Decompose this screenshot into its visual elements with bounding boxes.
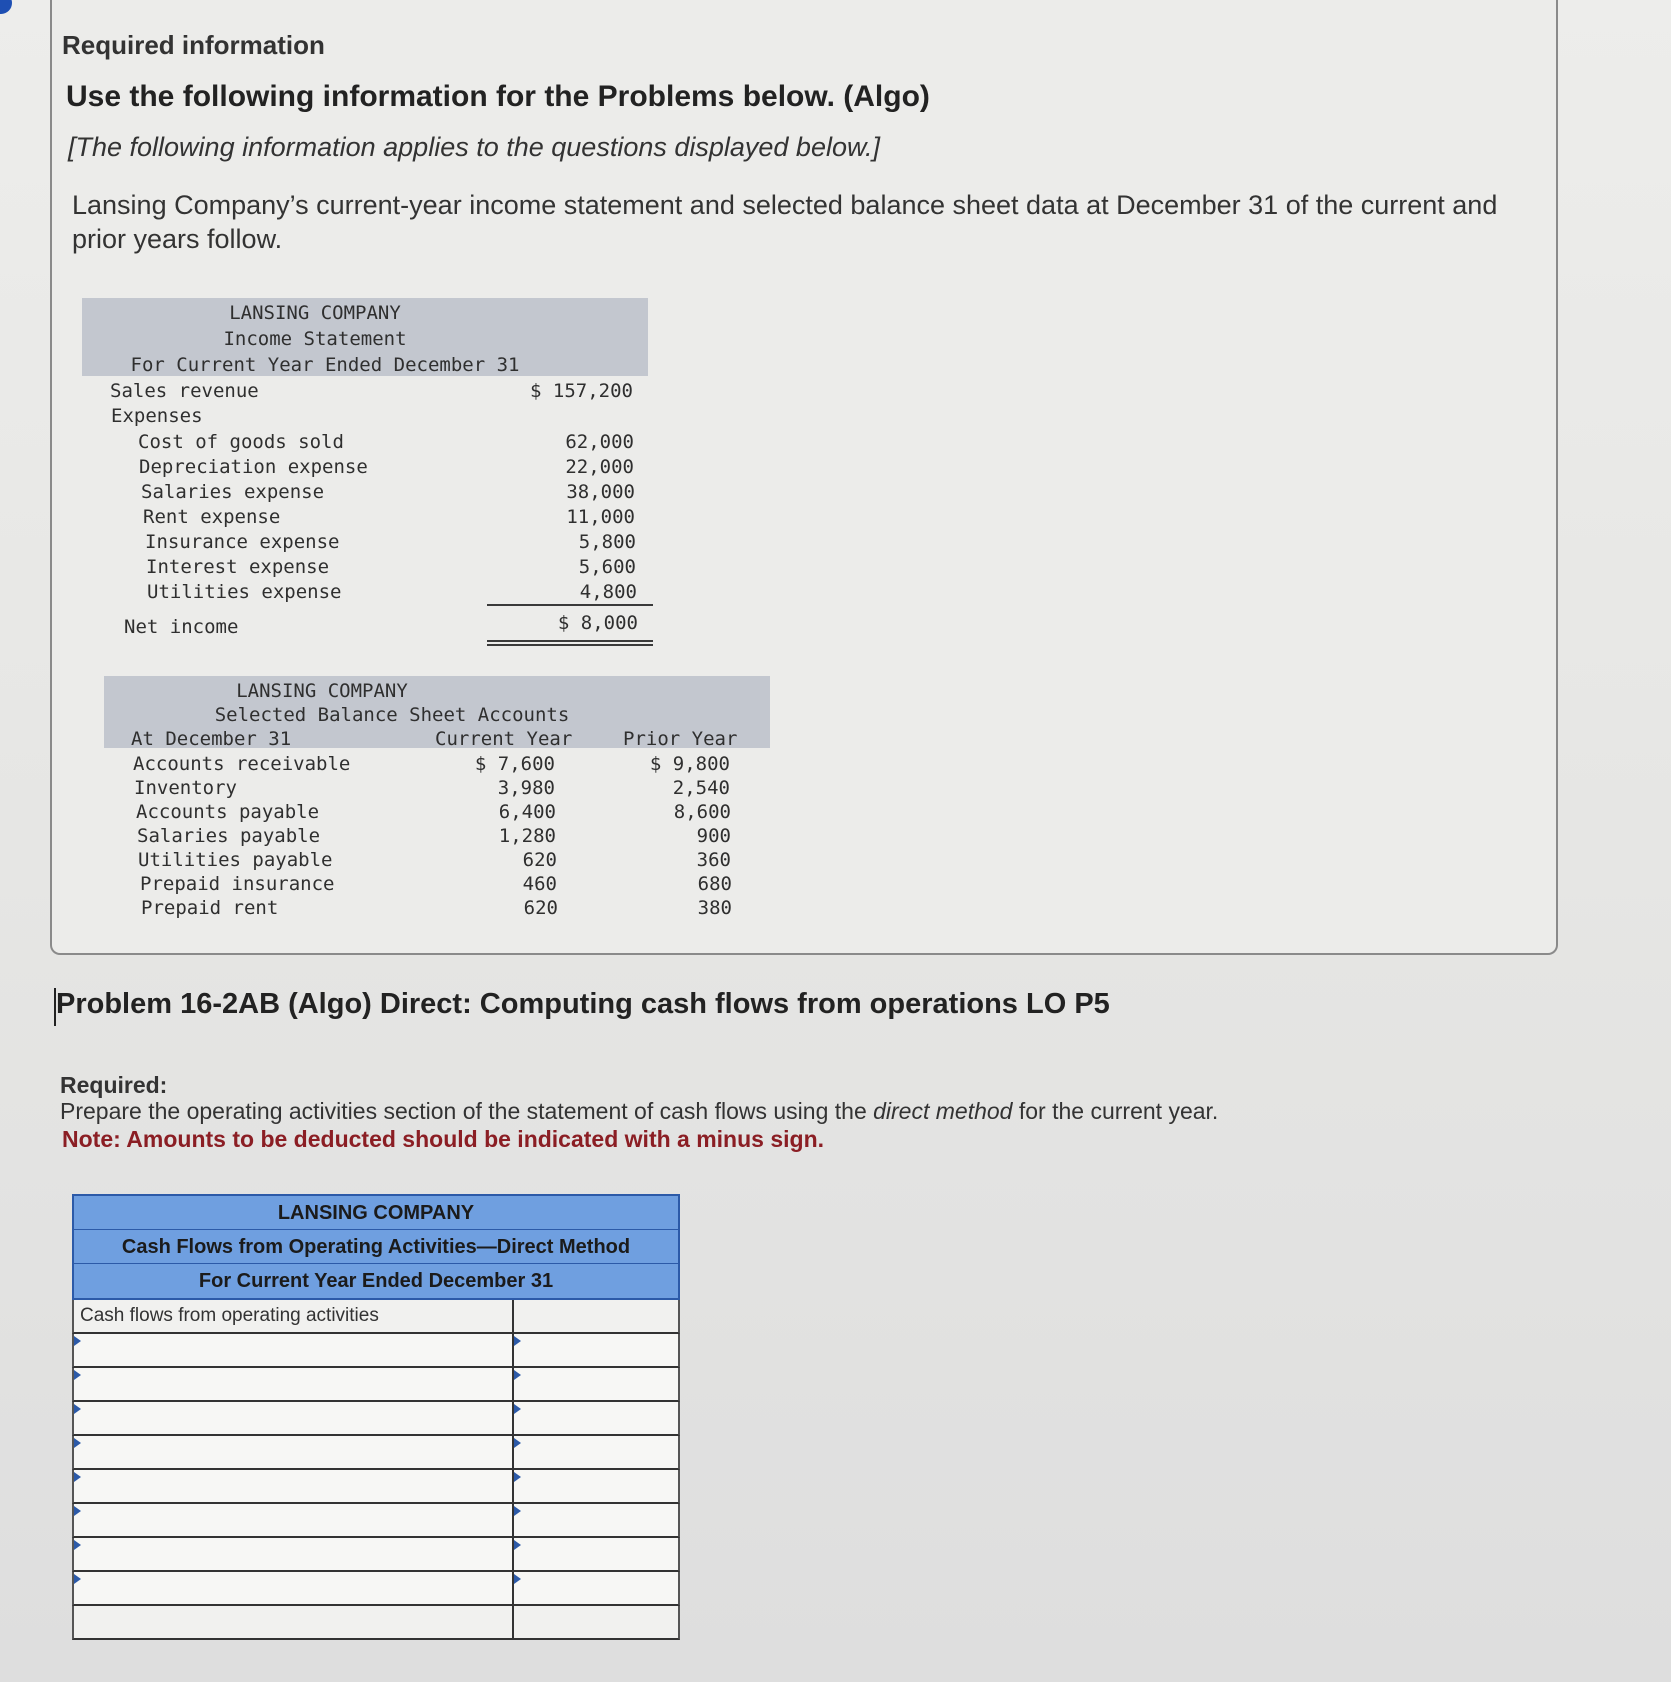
bs-title: Selected Balance Sheet Accounts xyxy=(214,704,570,726)
bs-row-current: 620 xyxy=(522,849,557,871)
cf-total-amount xyxy=(514,1606,678,1638)
required-information-heading: Required information xyxy=(62,30,325,60)
is-expense-value: 22,000 xyxy=(565,456,634,478)
is-total-rule-bottom xyxy=(487,644,653,646)
bs-row-prior: 380 xyxy=(697,897,732,919)
bs-row-label: Salaries payable xyxy=(137,825,321,847)
cf-description-input[interactable] xyxy=(74,1470,514,1502)
cf-amount-input[interactable] xyxy=(514,1538,678,1570)
is-net-income-value: $ 8,000 xyxy=(557,612,638,634)
is-expense-value: 4,800 xyxy=(579,581,637,603)
cf-amount-input[interactable] xyxy=(514,1436,678,1468)
is-expense-value: 38,000 xyxy=(566,481,635,503)
is-subtotal-rule xyxy=(487,604,653,606)
bs-row-current: 460 xyxy=(522,873,557,895)
required-text-part-2: for the current year. xyxy=(1018,1098,1219,1124)
bs-row-label: Prepaid insurance xyxy=(140,873,335,895)
is-net-income-label: Net income xyxy=(124,616,239,638)
cf-description-input[interactable] xyxy=(74,1334,514,1366)
cf-input-row xyxy=(72,1538,680,1572)
cf-section-amount xyxy=(514,1300,678,1332)
cash-flow-answer-table xyxy=(72,1194,680,1640)
bs-company: LANSING COMPANY xyxy=(236,680,408,702)
cf-input-row xyxy=(72,1504,680,1538)
is-expense-label: Cost of goods sold xyxy=(138,431,344,453)
is-expense-label: Rent expense xyxy=(143,506,281,528)
bs-col-current: Current Year xyxy=(435,728,573,750)
cf-amount-input[interactable] xyxy=(514,1470,678,1502)
required-text xyxy=(60,1098,1218,1125)
is-expense-label: Interest expense xyxy=(146,556,330,578)
cf-total-row xyxy=(72,1606,680,1640)
required-heading: Required: xyxy=(60,1072,168,1098)
is-total-rule-top xyxy=(487,640,653,642)
intro-text: Lansing Company’s current-year income statement and selected balance sheet data at December 31 of the current and prior years follow. xyxy=(72,190,1498,254)
cf-section-row xyxy=(72,1300,680,1334)
bs-row-label: Accounts payable xyxy=(136,801,320,823)
cf-amount-input[interactable] xyxy=(514,1572,678,1604)
cf-description-input[interactable] xyxy=(74,1504,514,1536)
bs-row-current: $ 7,600 xyxy=(474,753,555,775)
cf-input-row xyxy=(72,1470,680,1504)
is-company: LANSING COMPANY xyxy=(229,302,401,324)
is-period: For Current Year Ended December 31 xyxy=(130,354,520,376)
is-expense-value: 5,800 xyxy=(578,531,636,553)
bs-row-prior: $ 9,800 xyxy=(649,753,730,775)
cf-amount-input[interactable] xyxy=(514,1334,678,1366)
is-expense-value: 5,600 xyxy=(578,556,636,578)
is-sales-label: Sales revenue xyxy=(110,380,259,402)
cf-input-row xyxy=(72,1436,680,1470)
is-expenses-label: Expenses xyxy=(111,405,203,427)
is-expense-value: 11,000 xyxy=(566,506,635,528)
applies-note: [The following information applies to the questions displayed below.] xyxy=(68,132,880,162)
bs-row-prior: 2,540 xyxy=(672,777,730,799)
bs-row-current: 620 xyxy=(523,897,558,919)
cf-title: Cash Flows from Operating Activities—Direct Method xyxy=(74,1230,678,1264)
is-expense-value: 62,000 xyxy=(565,431,634,453)
bs-row-prior: 680 xyxy=(697,873,732,895)
cf-amount-input[interactable] xyxy=(514,1368,678,1400)
bs-col-prior: Prior Year xyxy=(623,728,738,750)
is-expense-label: Depreciation expense xyxy=(139,456,368,478)
bs-row-current: 6,400 xyxy=(498,801,556,823)
bs-row-current: 1,280 xyxy=(498,825,556,847)
bs-row-prior: 8,600 xyxy=(673,801,731,823)
cf-description-input[interactable] xyxy=(74,1538,514,1570)
bs-row-label: Accounts receivable xyxy=(133,753,351,775)
cf-input-row xyxy=(72,1368,680,1402)
bs-row-label: Prepaid rent xyxy=(141,897,279,919)
cf-description-input[interactable] xyxy=(74,1402,514,1434)
bs-row-prior: 900 xyxy=(696,825,731,847)
use-following-heading: Use the following information for the Problems below. (Algo) xyxy=(66,80,930,113)
cf-table-header xyxy=(72,1194,680,1300)
cf-description-input[interactable] xyxy=(74,1436,514,1468)
cf-description-input[interactable] xyxy=(74,1368,514,1400)
is-expense-label: Salaries expense xyxy=(141,481,325,503)
bs-row-current: 3,980 xyxy=(497,777,555,799)
cf-input-row xyxy=(72,1572,680,1606)
is-expense-label: Utilities expense xyxy=(147,581,342,603)
bs-col-label: At December 31 xyxy=(131,728,292,750)
bs-row-label: Inventory xyxy=(134,777,237,799)
problem-title: Problem 16-2AB (Algo) Direct: Computing cash flows from operations LO P5 xyxy=(56,988,1110,1020)
cf-total-label xyxy=(74,1606,514,1638)
cf-description-input[interactable] xyxy=(74,1572,514,1604)
cf-input-row xyxy=(72,1334,680,1368)
cf-company: LANSING COMPANY xyxy=(74,1196,678,1230)
cf-amount-input[interactable] xyxy=(514,1402,678,1434)
required-text-emphasis: direct method xyxy=(873,1098,1013,1124)
bs-row-prior: 360 xyxy=(696,849,731,871)
required-text-part-1: Prepare the operating activities section of the statement of cash flows using the xyxy=(60,1098,867,1124)
bs-row-label: Utilities payable xyxy=(138,849,333,871)
cf-input-row xyxy=(72,1402,680,1436)
is-expense-label: Insurance expense xyxy=(145,531,340,553)
minus-sign-note: Note: Amounts to be deducted should be indicated with a minus sign. xyxy=(62,1126,825,1152)
is-sales-value: $ 157,200 xyxy=(530,380,633,402)
is-title: Income Statement xyxy=(223,328,407,350)
cf-amount-input[interactable] xyxy=(514,1504,678,1536)
cf-period: For Current Year Ended December 31 xyxy=(198,1270,554,1292)
cf-section-label: Cash flows from operating activities xyxy=(74,1300,514,1332)
